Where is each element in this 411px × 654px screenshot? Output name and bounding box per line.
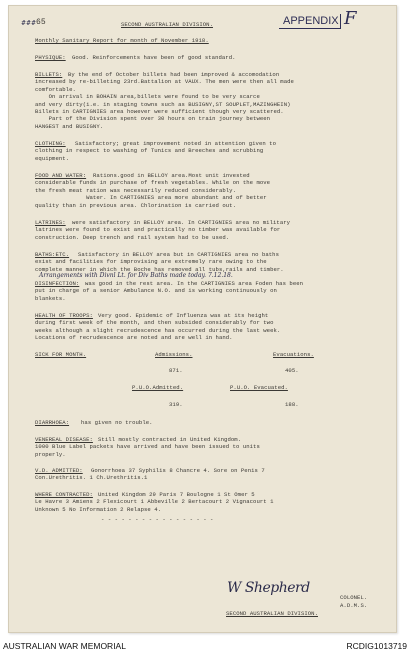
footer-archive-name: AUSTRALIAN WAR MEMORIAL <box>3 641 126 651</box>
billets-line: and very dirty(i.e. in staging towns such as BUSIGNY,ST SOUPLET,MAZINGHEIN) <box>35 100 291 108</box>
food-line: Rations.good in BELLOY area.Most unit invested <box>93 172 250 179</box>
billets-line: comfortable. <box>35 85 76 93</box>
food-label: FOOD AND WATER: <box>35 172 87 179</box>
latrines-line: latrines were found to exist and practically no timber was available for <box>35 226 281 234</box>
billets-line: Billets in CARTIGNIES area however were sufficient though very scattered. <box>35 108 284 115</box>
disinfection-line: was good in the rest area. In the CARTIGNIES area Foden has been <box>85 280 304 287</box>
evacuations-label: Evacuations. <box>273 351 314 358</box>
health-line: during first week of the month, and then subsided considerably for two <box>35 319 274 327</box>
evacuations-value: 405. <box>285 367 299 374</box>
where-line: United Kingdom 29 Paris 7 Boulogne 1 St Omer 5 <box>98 491 255 498</box>
footer-record-id: RCDIG1013719 <box>346 641 407 651</box>
clothing-line: clothing in respect to washing of Tunics and Breeches and scrubbing <box>35 147 264 155</box>
appendix-label: APPENDIX <box>283 15 339 27</box>
signatory-division: SECOND AUSTRALIAN DIVISION. <box>226 610 318 617</box>
puo-admitted-value: 319. <box>169 401 183 408</box>
disinfection-line: blankets. <box>35 294 66 302</box>
page-number: 65 <box>36 18 46 27</box>
vd-admitted-line: Gonorrhoea 37 Syphilis 8 Chancre 4. Sore on Penis 7 <box>91 467 265 474</box>
admissions-value: 871. <box>169 367 183 374</box>
vd-admitted-line: Con.Urethritis. 1 Ch.Urethritis.1 <box>35 474 148 482</box>
puo-admitted-label: P.U.O.Admitted. <box>132 384 184 391</box>
diarrhoea-label: DIARRHOEA: <box>35 419 70 426</box>
appendix-box-side <box>340 14 341 29</box>
physique-label: PHYSIQUE: <box>35 54 66 61</box>
billets-line: HANGEST and BUSIGNY. <box>35 122 104 130</box>
venereal-line: properly. <box>35 450 66 458</box>
baths-line: Satisfactory in BELLOY area but in CARTIGNIES area no baths <box>78 251 280 258</box>
health-line: Locations of recrudescence are noted and are well in hand. <box>35 334 233 342</box>
billets-line: increased by re-billeting 23rd.Battalion at VAUX. The men were then all made <box>35 78 294 86</box>
appendix-box-bottom <box>279 28 341 29</box>
section-separator: - - - - - - - - - - - - - - - - - <box>101 516 214 523</box>
clothing-line: Satisfactory; great improvement noted in attention given to <box>75 140 277 147</box>
clothing-label: CLOTHING: <box>35 140 66 147</box>
venereal-label: VENEREAL DISEASE: <box>35 436 93 443</box>
baths-line: complete manner in which the Boche has removed all tubs,rails and timber. <box>35 265 284 273</box>
billets-line: Part of the Division spent over 30 hours on train journey between <box>35 115 271 123</box>
baths-handwritten-note: Arrangements with Divnl Lt. for Div Baths made today. 7.12.18. <box>39 271 233 279</box>
baths-line: exist and facilities for improvising are extremely rare owing to the <box>35 258 267 266</box>
disinfection-line: put in charge of a senior Ambulance N.O. and is working continuously on <box>35 287 277 295</box>
health-line: Very good. Epidemic of Influenza was at its height <box>98 312 269 319</box>
puo-evacuated-label: P.U.O. Evacuated. <box>230 384 288 391</box>
document-page <box>8 5 397 633</box>
physique-text: Good. Reinforcements have been of good standard. <box>72 54 236 61</box>
admissions-label: Admissions. <box>155 351 193 358</box>
document-title: Monthly Sanitary Report for month of November 1918. <box>35 37 209 44</box>
health-line: weeks although a slight recrudescence has occurred during the last week. <box>35 326 281 334</box>
latrines-label: LATRINES: <box>35 219 66 226</box>
food-line: considerable funds in purchase of fresh vegetables. While on the move <box>35 179 271 187</box>
sick-label: SICK FOR MONTH. <box>35 351 87 358</box>
food-line: the fresh meat ration was necessarily reduced considerably. <box>35 186 237 194</box>
latrines-line: were satisfactory in BELLOY area. In CARTIGNIES area no military <box>72 219 291 226</box>
health-label: HEALTH OF TROOPS: <box>35 312 93 319</box>
diarrhoea-text: has given no trouble. <box>81 419 153 426</box>
puo-evacuated-value: 188. <box>285 401 299 408</box>
document-header: SECOND AUSTRALIAN DIVISION. <box>121 21 213 28</box>
billets-label: BILLETS: <box>35 71 63 78</box>
signatory-rank: COLONEL. <box>340 594 368 601</box>
food-line: quality than in previous area. Chlorination is carried out. <box>35 201 237 209</box>
where-label: WHERE CONTRACTED: <box>35 491 93 498</box>
venereal-line: 1000 Blue Label packets have arrived and have been issued to units <box>35 443 260 451</box>
billets-line: On arrival in BOHAIN area,billets were found to be very scarce <box>35 93 260 101</box>
venereal-line: Still mostly contracted in United Kingdom. <box>98 436 242 443</box>
disinfection-label: DISINFECTION: <box>35 280 80 287</box>
clothing-line: equipment. <box>35 154 70 162</box>
food-line: Water. In CARTIGNIES area more abundant and of better <box>35 194 267 202</box>
billets-line: By the end of October billets had been improved & accomodation <box>68 71 280 78</box>
signatory-position: A.D.M.S. <box>340 602 368 609</box>
folio-mark: ### <box>21 20 37 27</box>
baths-label: BATHS:ETC. <box>35 251 70 258</box>
appendix-letter: F <box>344 8 357 29</box>
where-line: Le Havre 3 Amiens 2 Flexicourt 1 Abbeville 2 Bertacourt 2 Vignacourt 1 <box>35 498 274 506</box>
latrines-line: construction. Deep trench and rail system had to be used. <box>35 233 230 241</box>
vd-admitted-label: V.D. ADMITTED: <box>35 467 83 474</box>
where-line: Unknown 5 No Information 2 Relapse 4. <box>35 505 162 513</box>
signature: W Shepherd <box>227 580 310 596</box>
